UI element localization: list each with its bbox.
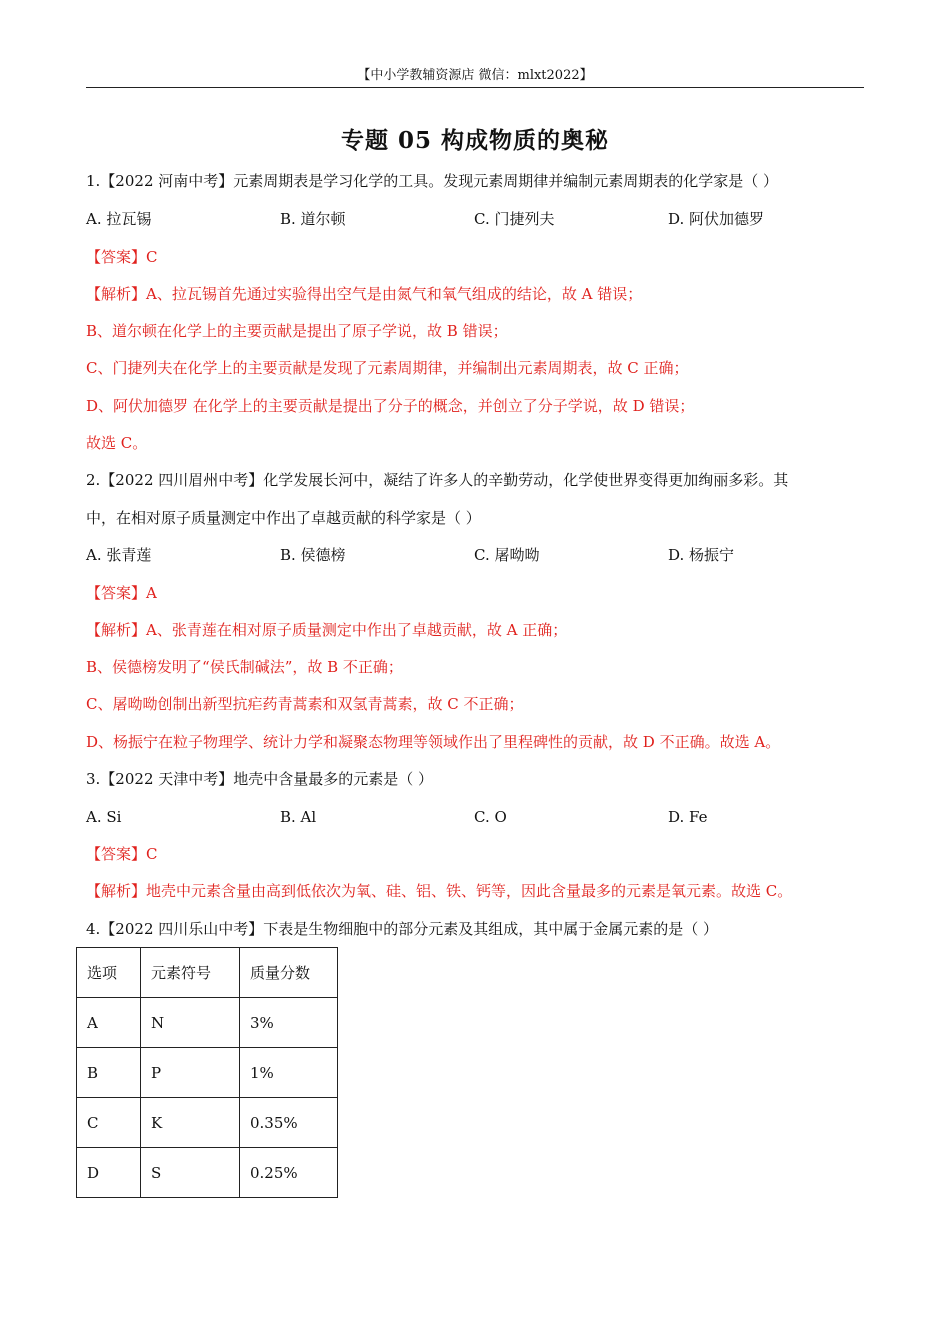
table-row [77, 998, 338, 1048]
table-row [77, 1148, 338, 1198]
q1-analysis-line: C、门捷列夫在化学上的主要贡献是发现了元素周期律，并编制出元素周期表，故 C 正确； [86, 359, 689, 377]
q1-analysis-line: B、道尔顿在化学上的主要贡献是提出了原子学说，故 B 错误； [86, 322, 508, 340]
q1-stem: 1.【2022 河南中考】元素周期表是学习化学的工具。发现元素周期律并编制元素周期表的化学家是（ ） [86, 172, 779, 190]
q3-analysis: 【解析】地壳中元素含量由高到低依次为氧、硅、铝、铁、钙等，因此含量最多的元素是氧元素。故选 C。 [86, 882, 793, 900]
q3-option-d: D. Fe [668, 808, 708, 826]
element-table [76, 947, 338, 1198]
q2-option-d: D. 杨振宁 [668, 546, 735, 564]
q2-analysis-line: D、杨振宁在粒子物理学、统计力学和凝聚态物理等领域作出了里程碑性的贡献，故 D 不正确。故选 A。 [86, 733, 781, 751]
q2-option-c: C. 屠呦呦 [474, 546, 540, 564]
q3-stem: 3.【2022 天津中考】地壳中含量最多的元素是（ ） [86, 770, 434, 788]
q1-analysis-line: D、阿伏加德罗 在化学上的主要贡献是提出了分子的概念，并创立了分子学说，故 D 错误； [86, 397, 695, 415]
q1-option-b: B. 道尔顿 [280, 210, 346, 228]
header-divider [86, 87, 864, 88]
table-cell: N [141, 998, 240, 1048]
q3-option-b: B. Al [280, 808, 317, 826]
q4-stem: 4.【2022 四川乐山中考】下表是生物细胞中的部分元素及其组成，其中属于金属元素的是（ ） [86, 920, 719, 938]
q1-answer: 【答案】C [86, 248, 158, 266]
q3-answer: 【答案】C [86, 845, 158, 863]
q1-analysis-line: 【解析】A、拉瓦锡首先通过实验得出空气是由氮气和氧气组成的结论，故 A 错误； [86, 285, 643, 303]
q1-option-c: C. 门捷列夫 [474, 210, 555, 228]
table-cell: S [141, 1148, 240, 1198]
table-cell: 0.25% [240, 1148, 338, 1198]
table-row [77, 1048, 338, 1098]
table-cell: K [141, 1098, 240, 1148]
table-header-cell: 元素符号 [141, 948, 240, 998]
table-cell: 1% [240, 1048, 338, 1098]
table-cell: 3% [240, 998, 338, 1048]
q1-analysis-line: 故选 C。 [86, 434, 148, 452]
q2-stem-line2: 中，在相对原子质量测定中作出了卓越贡献的科学家是（ ） [86, 509, 481, 527]
q2-option-a: A. 张青莲 [86, 546, 152, 564]
page-title: 专题 05 构成物质的奥秘 [340, 127, 610, 154]
q2-analysis-line: C、屠呦呦创制出新型抗疟药青蒿素和双氢青蒿素，故 C 不正确； [86, 695, 524, 713]
table-header-cell: 选项 [77, 948, 141, 998]
q3-option-a: A. Si [86, 808, 122, 826]
q1-option-a: A. 拉瓦锡 [86, 210, 152, 228]
q2-analysis-line: 【解析】A、张青莲在相对原子质量测定中作出了卓越贡献，故 A 正确； [86, 621, 568, 639]
table-cell: A [77, 998, 141, 1048]
q2-option-b: B. 侯德榜 [280, 546, 346, 564]
q2-answer: 【答案】A [86, 584, 157, 602]
q3-option-c: C. O [474, 808, 507, 826]
table-header-cell: 质量分数 [240, 948, 338, 998]
table-cell: 0.35% [240, 1098, 338, 1148]
page-header: 【中小学教辅资源店 微信：mlxt2022】 [357, 68, 593, 83]
table-row [77, 1098, 338, 1148]
q1-option-d: D. 阿伏加德罗 [668, 210, 765, 228]
q2-analysis-line: B、侯德榜发明了“侯氏制碱法”，故 B 不正确； [86, 658, 403, 676]
q2-stem-line1: 2.【2022 四川眉州中考】化学发展长河中，凝结了许多人的辛勤劳动，化学使世界变得更加绚丽多彩。其 [86, 471, 789, 489]
table-cell: B [77, 1048, 141, 1098]
table-cell: C [77, 1098, 141, 1148]
table-cell: D [77, 1148, 141, 1198]
table-header-row [77, 948, 338, 998]
table-cell: P [141, 1048, 240, 1098]
